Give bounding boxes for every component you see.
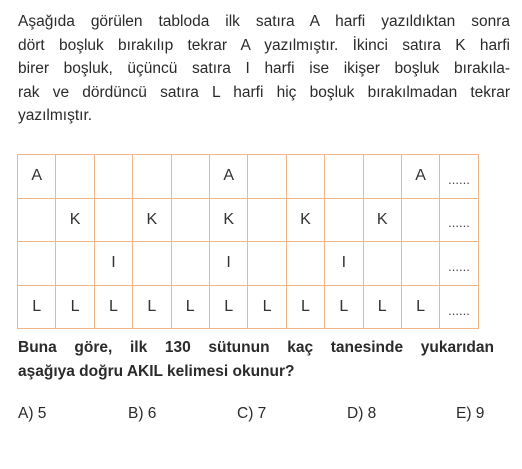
table-cell <box>133 155 171 199</box>
table-cell <box>18 242 56 286</box>
table-cell <box>286 242 324 286</box>
table-cell: K <box>209 198 247 242</box>
table-cell <box>94 198 132 242</box>
table-cell <box>401 198 439 242</box>
question-line: Buna göre, ilk 130 sütunun kaç tanesinde yukarıdan <box>18 339 494 356</box>
table-continuation-cell: ...... <box>440 198 478 242</box>
table-cell <box>363 242 401 286</box>
table-cell: L <box>94 285 132 329</box>
table-cell <box>18 198 56 242</box>
table-cell <box>133 242 171 286</box>
table-cell: L <box>401 285 439 329</box>
table-cell <box>248 198 286 242</box>
table-continuation-cell: ...... <box>440 155 478 199</box>
option-e[interactable]: E) 9 <box>456 405 485 422</box>
table-cell <box>363 155 401 199</box>
option-a[interactable]: A) 5 <box>18 405 47 422</box>
problem-line: yazılmıştır. <box>18 107 93 125</box>
table-cell: I <box>209 242 247 286</box>
table-cell <box>94 155 132 199</box>
answer-options <box>18 405 498 429</box>
table-cell: I <box>325 242 363 286</box>
table-row <box>18 242 479 286</box>
table-cell: L <box>286 285 324 329</box>
table-cell: K <box>363 198 401 242</box>
table-cell <box>325 155 363 199</box>
table-continuation-cell: ...... <box>440 242 478 286</box>
table-cell: I <box>94 242 132 286</box>
table-cell: K <box>133 198 171 242</box>
table-row <box>18 198 479 242</box>
table-cell <box>56 242 94 286</box>
table-cell: A <box>401 155 439 199</box>
problem-statement <box>18 10 510 128</box>
table-row <box>18 155 479 199</box>
problem-line: birer boşluk, üçüncü satıra I harfi ise ikişer boşluk bırakıla- <box>18 60 510 78</box>
question-line: aşağıya doğru AKIL kelimesi okunur? <box>18 362 295 380</box>
letter-table <box>17 154 479 329</box>
table-cell <box>171 198 209 242</box>
table-cell <box>171 242 209 286</box>
table-continuation-cell: ...... <box>440 285 478 329</box>
option-d[interactable]: D) 8 <box>347 405 377 422</box>
question-text <box>18 336 494 383</box>
option-b[interactable]: B) 6 <box>128 405 157 422</box>
problem-line: Aşağıda görülen tabloda ilk satıra A harfi yazıldıktan sonra <box>18 13 510 30</box>
option-c[interactable]: C) 7 <box>237 405 267 422</box>
table-cell: L <box>363 285 401 329</box>
table-cell: K <box>56 198 94 242</box>
problem-line: rak ve dördüncü satıra L harfi hiç boşluk bırakılmadan tekrar <box>18 83 510 101</box>
table-cell: L <box>133 285 171 329</box>
table-row <box>18 285 479 329</box>
table-cell <box>325 198 363 242</box>
table-cell <box>248 155 286 199</box>
table-cell <box>56 155 94 199</box>
table-cell: L <box>18 285 56 329</box>
problem-line: dört boşluk bırakılıp tekrar A yazılmıştır. İkinci satıra K harfi <box>18 36 510 54</box>
table-cell: L <box>171 285 209 329</box>
table-cell: A <box>209 155 247 199</box>
table-cell: L <box>325 285 363 329</box>
table-cell <box>286 155 324 199</box>
table-cell: A <box>18 155 56 199</box>
table-cell <box>171 155 209 199</box>
table-cell: L <box>248 285 286 329</box>
table-cell: K <box>286 198 324 242</box>
table-cell <box>401 242 439 286</box>
table-cell <box>248 242 286 286</box>
table-cell: L <box>56 285 94 329</box>
table-cell: L <box>209 285 247 329</box>
